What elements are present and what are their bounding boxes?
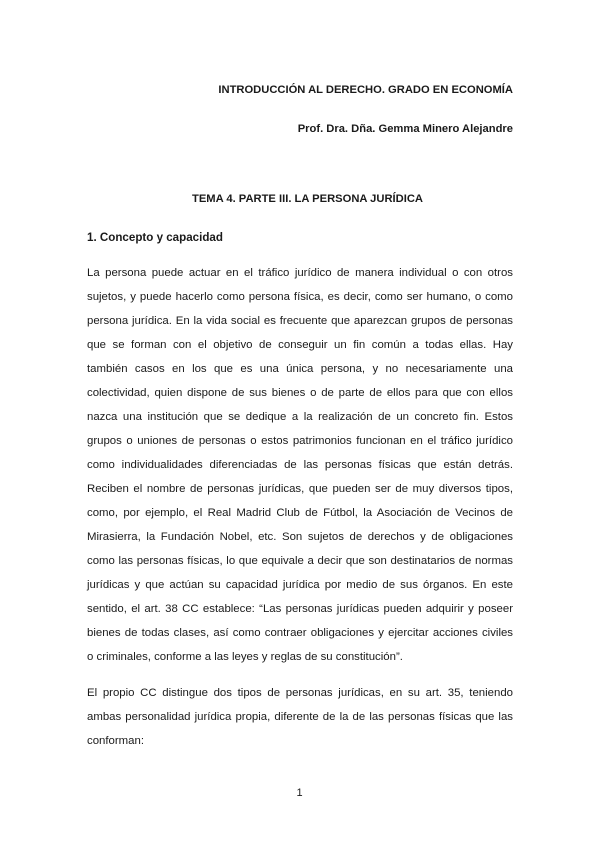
paragraph-line: persona jurídica. En la vida social es frecuente que aparezcan grupos de personas (87, 315, 513, 327)
paragraph-line: grupos o uniones de personas o estos patrimonios funcionan en el tráfico jurídico (87, 435, 513, 447)
paragraph-line: nazca una institución que se dedique a la realización de un concreto fin. Estos (87, 411, 513, 423)
paragraph-line: bienes de todas clases, así como contraer obligaciones y ejercitar acciones civiles (87, 627, 513, 639)
paragraph-line: Mirasierra, la Fundación Nobel, etc. Son sujetos de derechos y de obligaciones (87, 531, 513, 543)
paragraph-line: como individualidades diferenciadas de las personas físicas que están detrás. (87, 459, 513, 471)
paragraph-line: colectividad, quien dispone de sus bienes o de parte de ellos para que con ellos (87, 387, 513, 399)
paragraph-concept (87, 261, 513, 669)
topic-title: TEMA 4. PARTE III. LA PERSONA JURÍDICA (191, 193, 424, 205)
paragraph-line: o criminales, conforme a las leyes y reglas de su constitución”. (87, 651, 403, 663)
paragraph-line: también casos en los que es una única persona, y no necesariamente una (87, 363, 513, 375)
paragraph-line: El propio CC distingue dos tipos de personas jurídicas, en su art. 35, teniendo (87, 687, 513, 699)
paragraph-line: sujetos, y puede hacerlo como persona física, es decir, como ser humano, o como (87, 291, 513, 303)
paragraph-line: como las personas físicas, lo que equivale a decir que son destinatarios de normas (87, 555, 513, 567)
paragraph-line: sentido, el art. 38 CC establece: “Las personas jurídicas pueden adquirir y poseer (87, 603, 513, 615)
course-title: INTRODUCCIÓN AL DERECHO. GRADO EN ECONOMÍA (218, 84, 513, 96)
page-number: 1 (296, 787, 303, 799)
paragraph-line: como, por ejemplo, el Real Madrid Club de Fútbol, la Asociación de Vecinos de (87, 507, 513, 519)
paragraph-types (87, 681, 513, 753)
paragraph-line: La persona puede actuar en el tráfico jurídico de manera individual o con otros (87, 267, 513, 279)
section-heading: 1. Concepto y capacidad (87, 231, 223, 244)
paragraph-line: Reciben el nombre de personas jurídicas, que pueden ser de muy diversos tipos, (87, 483, 513, 495)
paragraph-line: jurídicas y que actúan su capacidad jurídica por medio de sus órganos. En este (87, 579, 513, 591)
paragraph-line: ambas personalidad jurídica propia, diferente de la de las personas físicas que las (87, 711, 513, 723)
paragraph-line: que se forman con el objetivo de conseguir un fin común a todas ellas. Hay (87, 339, 513, 351)
professor-name: Prof. Dra. Dña. Gemma Minero Alejandre (297, 123, 513, 135)
paragraph-line: conforman: (87, 735, 144, 747)
